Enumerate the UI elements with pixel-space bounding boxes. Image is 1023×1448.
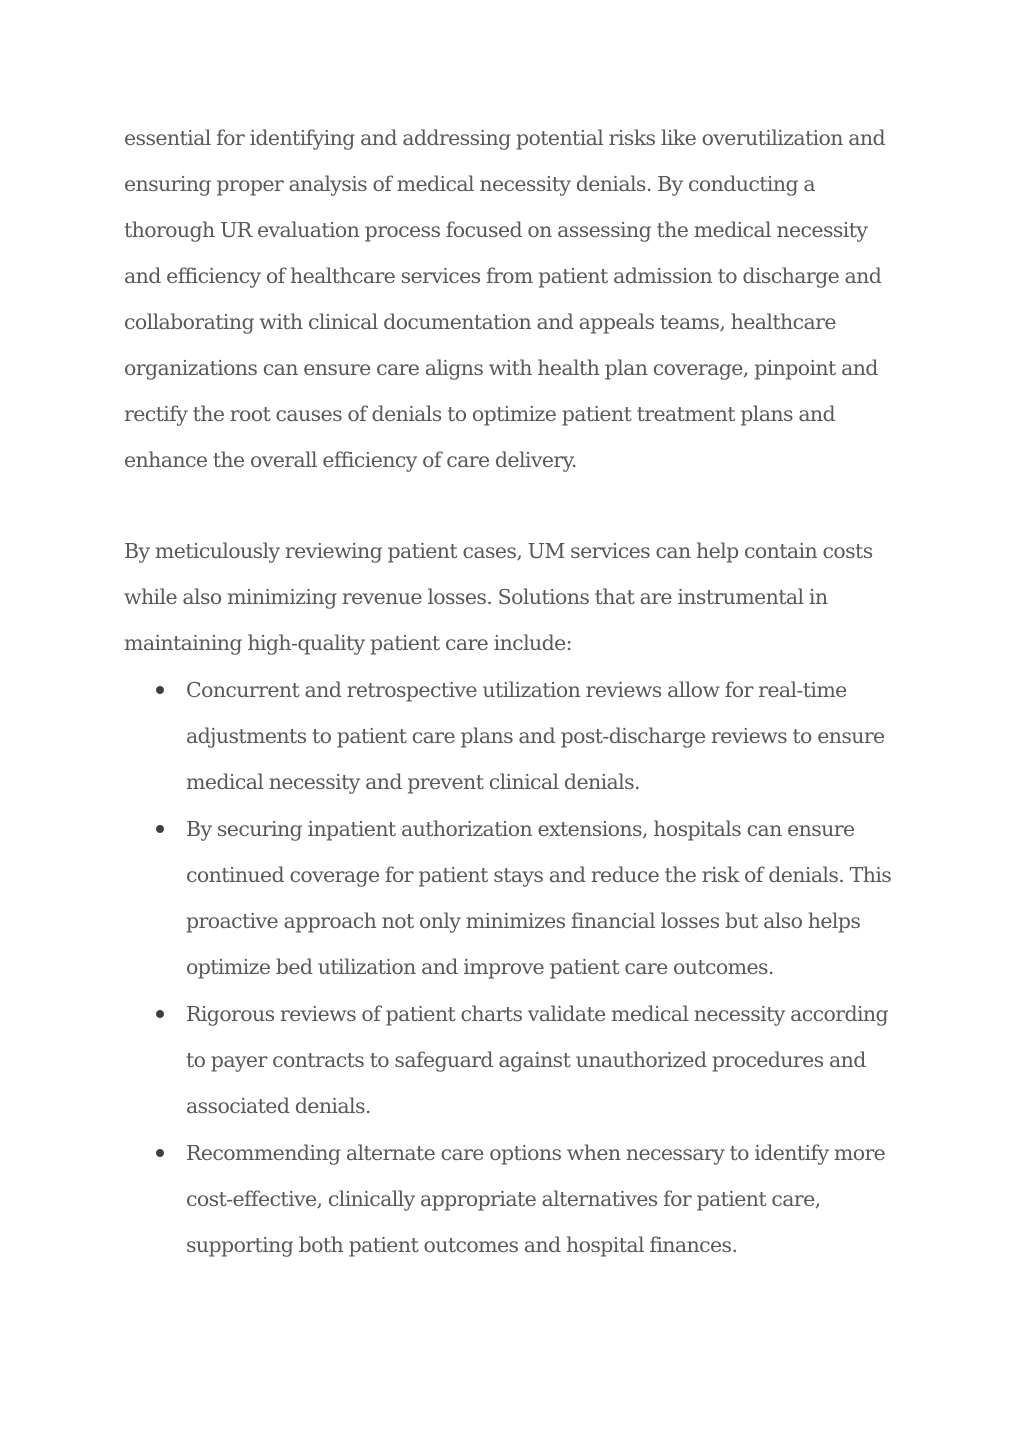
list-item-text: Concurrent and retrospective utilization reviews allow for real-time adjustments to patient care plans and post-discharge reviews to ensure medical necessity and prevent clinical denials. (186, 678, 885, 794)
bullet-icon (156, 1149, 164, 1157)
solutions-list (124, 667, 900, 1268)
list-item (124, 1130, 900, 1268)
list-item (124, 991, 900, 1129)
bullet-icon (156, 686, 164, 694)
document-body (124, 115, 900, 1269)
list-item-text: Rigorous reviews of patient charts validate medical necessity according to payer contracts to safeguard against unauthorized procedures and associated denials. (186, 1002, 889, 1118)
list-item (124, 806, 900, 990)
paragraph-um-services: By meticulously reviewing patient cases, UM services can help contain costs while also minimizing revenue losses. Solutions that are instrumental in maintaining high-quality patient care include: (124, 539, 873, 655)
bullet-icon (156, 1010, 164, 1018)
list-item-text: By securing inpatient authorization extensions, hospitals can ensure continued coverage for patient stays and reduce the risk of denials. This proactive approach not only minimizes financial losses but also helps optimize bed utilization and improve patient care outcomes. (186, 817, 892, 979)
paragraph-ur-evaluation: essential for identifying and addressing potential risks like overutilization and ensuring proper analysis of medical necessity denials. By conducting a thorough UR evaluation process focused on assessing the medical necessity and efficiency of healthcare services from patient admission to discharge and collaborating with clinical documentation and appeals teams, healthcare organizations can ensure care aligns with health plan coverage, pinpoint and rectify the root causes of denials to optimize patient treatment plans and enhance the overall efficiency of care delivery. (124, 126, 886, 472)
list-item (124, 667, 900, 805)
list-item-text: Recommending alternate care options when necessary to identify more cost-effective, clinically appropriate alternatives for patient care, supporting both patient outcomes and hospital finances. (186, 1141, 886, 1257)
paragraph-spacer (124, 483, 900, 528)
bullet-icon (156, 825, 164, 833)
